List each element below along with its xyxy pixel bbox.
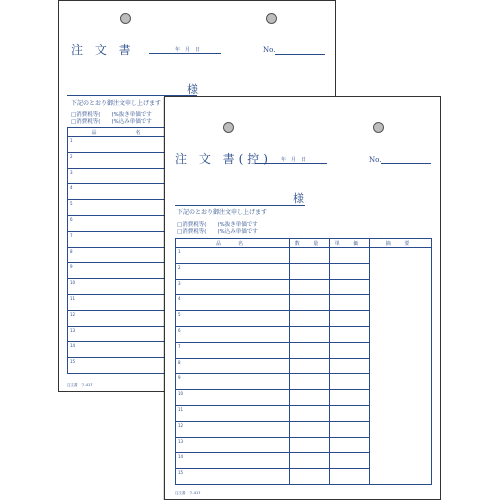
table-row: 6: [176, 326, 432, 342]
table-row: 8: [176, 358, 432, 374]
table-row: 1: [176, 248, 432, 264]
remarks-cell: [370, 248, 432, 485]
table-row: 10: [68, 279, 171, 295]
table-row: 7: [68, 231, 171, 247]
column-header-quantity: 数 量: [290, 239, 330, 248]
table-row: 12: [68, 310, 171, 326]
number-line: [381, 163, 431, 164]
column-header: 品 名: [68, 128, 171, 137]
table-row: 6: [68, 215, 171, 231]
form-footer: 注文書 ラ-417: [175, 491, 201, 495]
order-notice: 下記のとおり御注文申し上げます: [71, 100, 162, 107]
order-table: [175, 238, 432, 485]
table-row: 8: [68, 247, 171, 263]
table-row: 4: [176, 295, 432, 311]
column-header-remarks: 摘 要: [370, 239, 432, 248]
recipient-honorific: 様: [187, 83, 198, 96]
table-row: 13: [176, 437, 432, 453]
recipient-honorific: 様: [293, 192, 304, 205]
table-row: 14: [176, 453, 432, 469]
form-title: 注 文 書: [71, 43, 135, 57]
table-row: 15: [176, 469, 432, 485]
column-header-item: 品 名: [176, 239, 290, 248]
binding-hole-icon: [223, 122, 234, 133]
table-row: 10: [176, 390, 432, 406]
order-form-copy: [164, 96, 441, 500]
number-line: [275, 54, 325, 55]
tax-option-excluded: □消費税等( )%抜き単価です: [71, 112, 152, 118]
table-row: 13: [68, 326, 171, 342]
table-row: 11: [68, 294, 171, 310]
table-row: 9: [68, 263, 171, 279]
order-table: [67, 127, 171, 374]
table-row: 9: [176, 374, 432, 390]
date-label: 年 月 日: [281, 157, 307, 163]
table-row: 3: [68, 168, 171, 184]
table-row: 14: [68, 342, 171, 358]
column-header-unit-price: 単 価: [330, 239, 370, 248]
binding-hole-icon: [373, 122, 384, 133]
tax-option-excluded: □消費税等( )%抜き単価です: [177, 222, 258, 228]
tax-option-included: □消費税等( )%込み単価です: [177, 229, 258, 235]
table-row: 5: [176, 311, 432, 327]
tax-option-included: □消費税等( )%込み単価です: [71, 119, 152, 125]
form-title: 注 文 書(控): [175, 152, 272, 166]
table-row: 1: [68, 137, 171, 153]
table-row: 2: [68, 152, 171, 168]
date-line: [149, 53, 221, 54]
date-line: [255, 163, 327, 164]
table-row: 7: [176, 342, 432, 358]
recipient-line: [175, 205, 305, 206]
table-row: 2: [176, 263, 432, 279]
number-label: No.: [263, 46, 276, 54]
table-row: 12: [176, 421, 432, 437]
binding-hole-icon: [266, 13, 277, 24]
table-row: 5: [68, 200, 171, 216]
date-label: 年 月 日: [175, 47, 201, 53]
order-notice: 下記のとおり御注文申し上げます: [177, 209, 268, 216]
table-row: 11: [176, 405, 432, 421]
table-row: 15: [68, 358, 171, 374]
number-label: No.: [369, 156, 382, 164]
binding-hole-icon: [120, 13, 131, 24]
table-row: 4: [68, 184, 171, 200]
table-row: 3: [176, 279, 432, 295]
form-footer: 注文書 ラ-417: [67, 383, 93, 387]
